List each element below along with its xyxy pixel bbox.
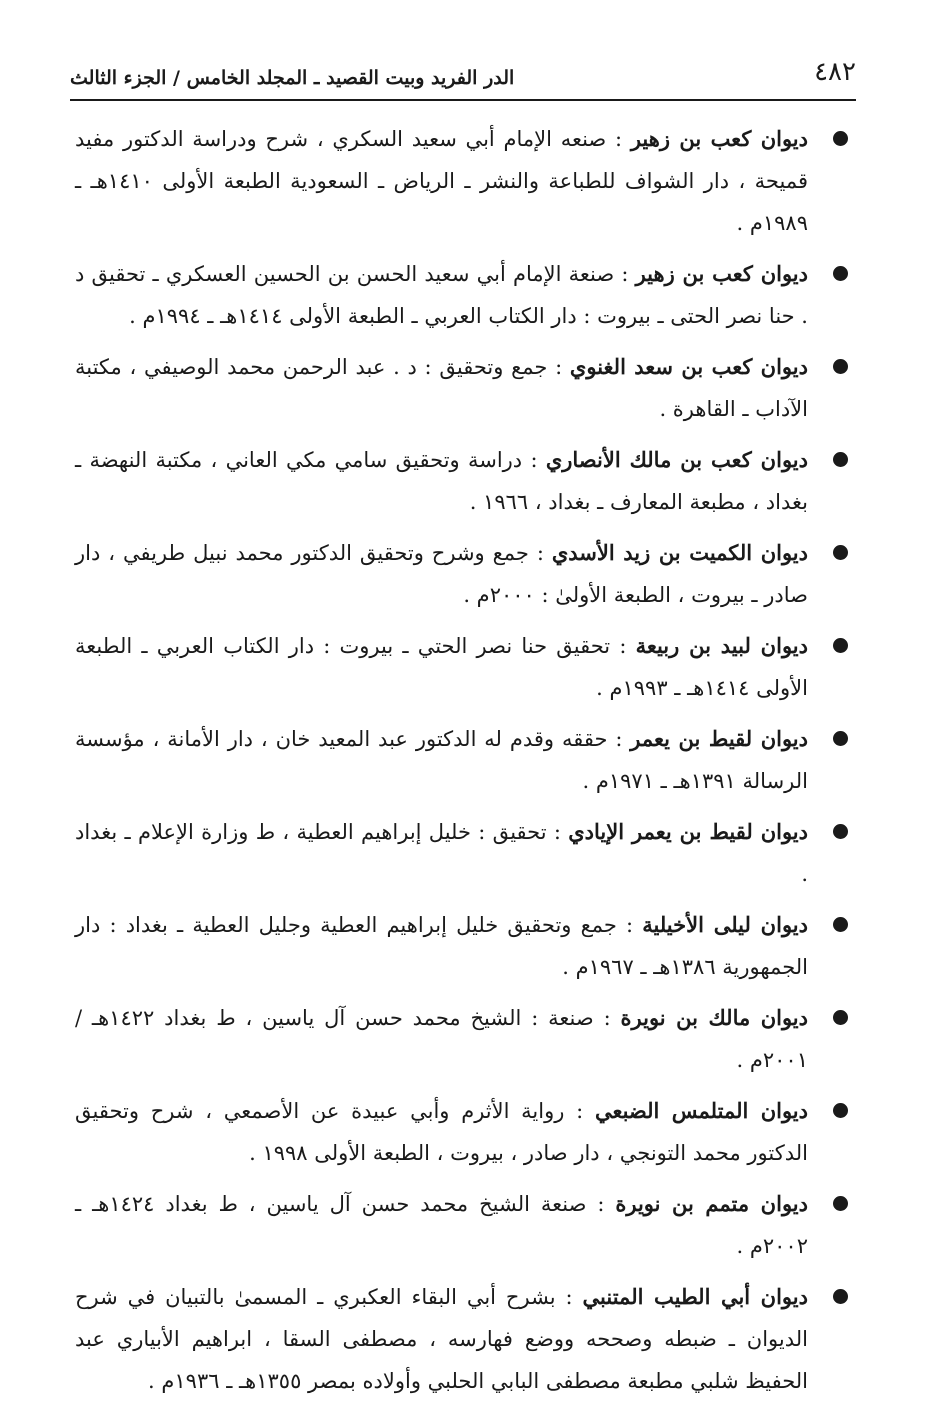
bullet-icon — [833, 1196, 848, 1211]
bullet-icon — [833, 731, 848, 746]
entry-text: : جمع وشرح وتحقيق الدكتور محمد نبيل طريفي ، دار صادر ـ بيروت ، الطبعة الأولىٰ : ٢٠٠٠م . — [75, 541, 808, 607]
bullet-icon — [833, 131, 848, 146]
bibliography-entry — [75, 253, 848, 337]
entry-text: : رواية الأثرم وأبي عبيدة عن الأصمعي ، شرح وتحقيق الدكتور محمد التونجي ، دار صادر ، بيروت ، الطبعة الأولى ١٩٩٨ . — [75, 1099, 808, 1165]
entry-title: ديوان لقيط بن يعمر — [630, 726, 809, 751]
page-number: ٤٨٢ — [814, 57, 856, 87]
bibliography-entry — [75, 811, 848, 895]
bibliography-entry — [75, 1090, 848, 1174]
entry-title: ديوان متمم بن نويرة — [615, 1191, 808, 1216]
entry-text: : صنعة الإمام أبي سعيد الحسن بن الحسين العسكري ـ تحقيق د . حنا نصر الحتى ـ بيروت : دار الكتاب العربي ـ الطبعة الأولى ١٤١٤هـ ـ ١٩٩٤م . — [75, 262, 808, 328]
bullet-icon — [833, 266, 848, 281]
bibliography-entry — [75, 1183, 848, 1267]
entry-title: ديوان كعب بن زهير — [630, 126, 808, 151]
bibliography-entry — [75, 1276, 848, 1402]
entry-title: ديوان مالك بن نويرة — [620, 1005, 809, 1030]
entry-title: ديوان لقيط بن يعمر الإيادي — [568, 819, 808, 844]
entry-text: : صنعة : الشيخ محمد حسن آل ياسين ، ط بغداد ١٤٢٢هـ / ٢٠٠١م . — [75, 1006, 808, 1072]
bibliography-entry — [75, 997, 848, 1081]
bibliography-entry — [75, 346, 848, 430]
entry-text: : تحقيق : خليل إبراهيم العطية ، ط وزارة الإعلام ـ بغداد . — [75, 820, 808, 886]
bibliography-entry — [75, 118, 848, 244]
bullet-icon — [833, 1289, 848, 1304]
running-title: الدر الفريد وبيت القصيد ـ المجلد الخامس / الجزء الثالث — [70, 67, 515, 89]
bibliography-entry — [75, 439, 848, 523]
bibliography-list — [75, 118, 848, 1411]
bullet-icon — [833, 1010, 848, 1025]
entry-text: : دراسة وتحقيق سامي مكي العاني ، مكتبة النهضة ـ بغداد ، مطبعة المعارف ـ بغداد ، ١٩٦٦ . — [75, 448, 808, 514]
bibliography-entry — [75, 532, 848, 616]
bullet-icon — [833, 824, 848, 839]
bullet-icon — [833, 1103, 848, 1118]
entry-title: ديوان كعب بن مالك الأنصاري — [545, 447, 808, 472]
entry-title: ديوان كعب بن سعد الغنوي — [569, 354, 808, 379]
bibliography-entry — [75, 718, 848, 802]
entry-text: : صنعه الإمام أبي سعيد السكري ، شرح ودراسة الدكتور مفيد قميحة ، دار الشواف للطباعة والنشر ـ الرياض ـ السعودية الطبعة الأولى ١٤١٠هـ ـ ١٩٨٩م . — [75, 127, 808, 235]
entry-title: ديوان ليلى الأخيلية — [642, 912, 808, 937]
entry-text: : جمع وتحقيق خليل إبراهيم العطية وجليل العطية ـ بغداد : دار الجمهورية ١٣٨٦هـ ـ ١٩٦٧م . — [75, 913, 808, 979]
entry-title: ديوان المتلمس الضبعي — [594, 1098, 808, 1123]
bullet-icon — [833, 359, 848, 374]
entry-title: ديوان لبيد بن ربيعة — [635, 633, 808, 658]
bullet-icon — [833, 545, 848, 560]
bullet-icon — [833, 452, 848, 467]
entry-text: : حققه وقدم له الدكتور عبد المعيد خان ، دار الأمانة ، مؤسسة الرسالة ١٣٩١هـ ـ ١٩٧١م . — [75, 727, 808, 793]
page-header — [70, 55, 856, 101]
entry-title: ديوان أبي الطيب المتنبي — [582, 1284, 808, 1309]
entry-title: ديوان كعب بن زهير — [635, 261, 809, 286]
entry-text: : تحقيق حنا نصر الحتي ـ بيروت : دار الكتاب العربي ـ الطبعة الأولى ١٤١٤هـ ـ ١٩٩٣م . — [75, 634, 808, 700]
bullet-icon — [833, 638, 848, 653]
entry-text: : جمع وتحقيق : د . عبد الرحمن محمد الوصيفي ، مكتبة الآداب ـ القاهرة . — [75, 355, 808, 421]
bullet-icon — [833, 917, 848, 932]
entry-title: ديوان الكميت بن زيد الأسدي — [551, 540, 808, 565]
bibliography-entry — [75, 625, 848, 709]
entry-text: : بشرح أبي البقاء العكبري ـ المسمىٰ بالتبيان في شرح الديوان ـ ضبطه وصححه ووضع فهارسه ، مصطفى السقا ، ابراهيم الأبياري عبد الحفيظ شلبي مطبعة مصطفى البابي الحلبي وأولاده بمصر ١٣٥٥هـ ـ ١٩٣٦م . — [75, 1285, 808, 1393]
entry-text: : صنعة الشيخ محمد حسن آل ياسين ، ط بغداد ١٤٢٤هـ ـ ٢٠٠٢م . — [75, 1192, 808, 1258]
bibliography-entry — [75, 904, 848, 988]
